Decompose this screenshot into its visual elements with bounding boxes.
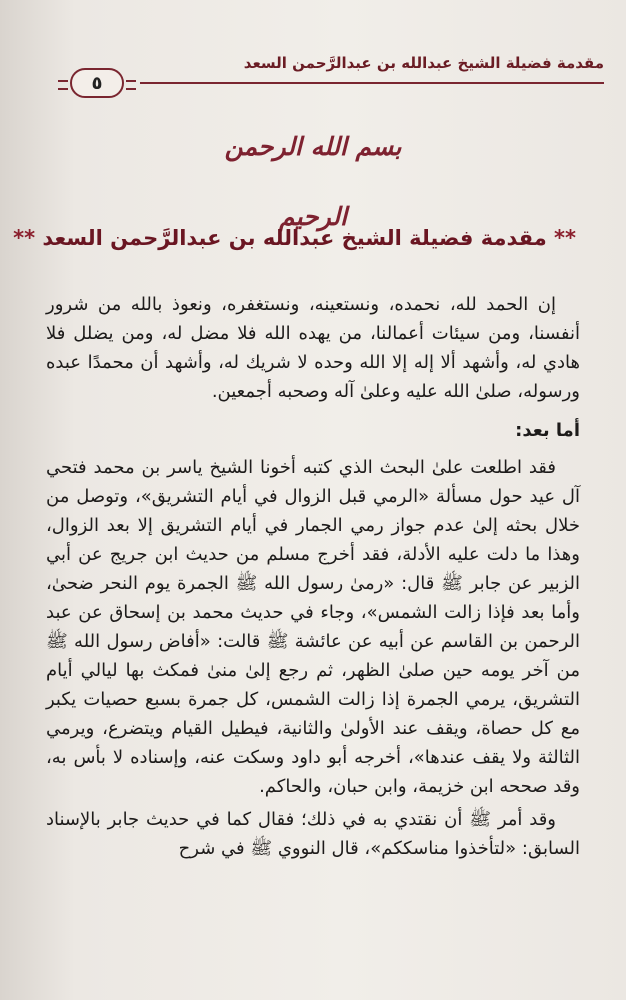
- page-number-badge: [58, 68, 136, 98]
- running-header: [60, 44, 604, 94]
- title-stars-left: **: [13, 226, 36, 250]
- paragraph-closing: وقد أمر ﷺ أن نقتدي به في ذلك؛ فقال كما في حديث جابر بالإسناد السابق: «لتأخذوا مناسككم»، قال النووي ﷺ في شرح: [46, 809, 580, 859]
- paragraph-amma-baad: أما بعد:: [515, 420, 580, 441]
- paragraph-opening: إن الحمد لله، نحمده، ونستعينه، ونستغفره، ونعوذ بالله من شرور أنفسنا، ومن سيئات أعمالنا، من يهده الله فلا مضل له، ومن يضلل فلا هادي له، وأشهد ألا إله إلا الله وحده لا شريك له، وأشهد أن محمدًا عبده ورسوله، صلىٰ الله عليه وعلىٰ آله وصحبه أجمعين.: [46, 294, 580, 402]
- paragraph-main: فقد اطلعت علىٰ البحث الذي كتبه أخونا الشيخ ياسر بن محمد فتحي آل عيد حول مسألة «الرمي قبل الزوال في أيام التشريق»، وتوصل من خلال بحثه إلىٰ عدم جواز رمي الجمار في أيام التشريق إلا بعد الزوال، وهذا ما دلت عليه الأدلة، فقد أخرج مسلم من حديث ابن جريج عن أبي الزبير عن جابر ﷺ قال: «رمىٰ رسول الله ﷺ الجمرة يوم النحر ضحىٰ، وأما بعد فإذا زالت الشمس»، وجاء في حديث محمد بن إسحاق عن عبد الرحمن بن القاسم عن أبيه عن عائشة ﷺ قالت: «أفاض رسول الله ﷺ من آخر يومه حين صلىٰ الظهر، ثم رجع إلىٰ منىٰ فمكث بها ليالي أيام التشريق، يرمي الجمرة إذا زالت الشمس، كل جمرة بسبع حصيات يكبر مع كل حصاة، ويقف عند الأولىٰ والثانية، فيطيل القيام ويتضرع، ويرمي الثالثة ولا يقف عندها»، أخرجه أبو داود وسكت عنه، وإسناده لا بأس به، وقد صححه ابن خزيمة، وابن حبان، والحاكم.: [46, 457, 580, 797]
- basmala-calligraphy: بسم الله الرحمن الرحيم: [224, 132, 402, 231]
- body-text: [46, 290, 580, 863]
- badge-ornament-left: [58, 80, 68, 90]
- title-stars-right: **: [554, 226, 576, 250]
- badge-ornament-right: [126, 80, 136, 90]
- section-title: [13, 226, 576, 262]
- header-rule: [140, 82, 604, 84]
- running-title: مقدمة فضيلة الشيخ عبدالله بن عبدالرَّحمن السعد: [243, 54, 604, 72]
- page-number: ٥: [70, 68, 124, 98]
- section-title-text: مقدمة فضيلة الشيخ عبدالله بن عبدالرَّحمن السعد: [42, 226, 547, 250]
